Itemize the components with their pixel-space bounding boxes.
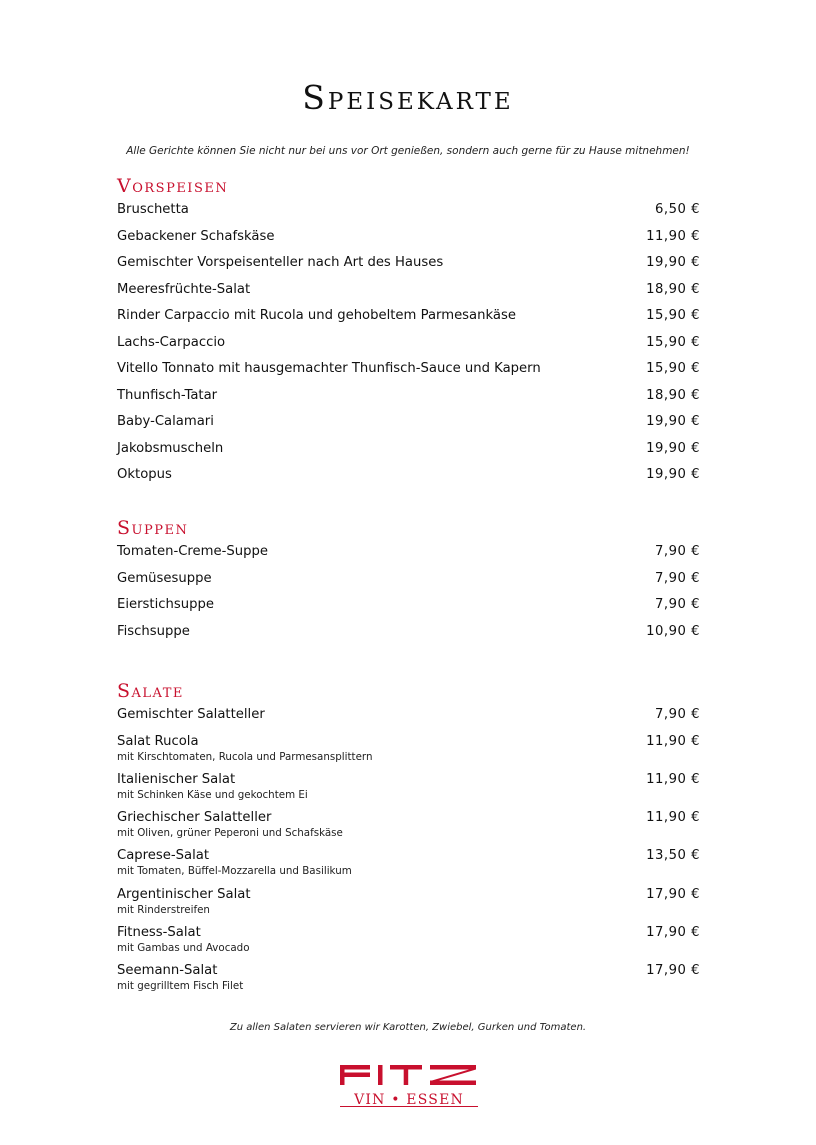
item-price: 11,90 € (646, 771, 700, 787)
item-price: 17,90 € (646, 924, 700, 940)
item-name-block (117, 772, 308, 801)
item-name: Bruschetta (117, 202, 189, 217)
item-name: Gemischter Salatteller (117, 707, 265, 722)
item-name: Oktopus (117, 467, 172, 482)
logo-wordmark (340, 1065, 476, 1085)
item-price: 15,90 € (646, 361, 700, 376)
menu-item (117, 810, 700, 848)
item-name: Meeresfrüchte-Salat (117, 281, 251, 297)
item-name: Gemüsesuppe (117, 570, 212, 586)
item-name-block (117, 202, 189, 217)
item-name: Argentinischer Salat (117, 886, 251, 902)
menu-item (117, 963, 700, 1001)
salate-list (117, 707, 700, 1002)
item-price: 19,90 € (646, 467, 700, 482)
item-description: mit gegrilltem Fisch Filet (117, 980, 244, 993)
salad-footnote: Zu allen Salaten servieren wir Karotten, Zwiebel, Gurken und Tomaten. (229, 1022, 587, 1033)
item-price: 13,50 € (646, 848, 700, 864)
item-description: mit Rinderstreifen (117, 903, 210, 916)
item-price: 19,90 € (646, 414, 700, 429)
menu-item (117, 308, 700, 335)
menu-item (117, 734, 700, 772)
item-name: Salat Rucola (117, 733, 199, 749)
item-name: Griechischer Salatteller (117, 810, 272, 826)
item-name-block (117, 624, 190, 639)
item-name: Gemischter Vorspeisenteller nach Art des Hauses (117, 255, 444, 270)
item-name-block (117, 388, 217, 403)
menu-item (117, 597, 700, 624)
item-name-block (117, 707, 265, 722)
menu-item (117, 887, 700, 925)
item-name: Tomaten-Creme-Suppe (117, 544, 268, 559)
item-name-block (117, 229, 274, 244)
item-name-block (117, 414, 214, 429)
menu-item (117, 414, 700, 441)
menu-item (117, 772, 700, 810)
section-heading: Vorspeisen (117, 175, 229, 197)
section-heading: Suppen (117, 517, 189, 539)
item-name-block (117, 571, 212, 586)
item-price: 17,90 € (646, 963, 700, 979)
item-price: 11,90 € (646, 228, 700, 244)
menu-item (117, 202, 700, 229)
item-name: Jakobsmuscheln (117, 440, 224, 456)
menu-item (117, 388, 700, 415)
menu-item (117, 707, 700, 734)
item-name-block (117, 597, 214, 612)
menu-item (117, 925, 700, 963)
item-name: Fischsuppe (117, 623, 190, 639)
item-price: 15,90 € (646, 308, 700, 323)
section-suppen (117, 518, 700, 650)
item-name: Seemann-Salat (117, 963, 218, 979)
page-title: Speisekarte (302, 78, 514, 117)
vorspeisen-list (117, 202, 700, 494)
item-name: Baby-Calamari (117, 414, 214, 429)
item-description: mit Tomaten, Büffel-Mozzarella und Basilikum (117, 865, 352, 878)
item-name-block (117, 887, 251, 916)
section-vorspeisen (117, 176, 700, 494)
item-description: mit Oliven, grüner Peperoni und Schafskäse (117, 827, 343, 840)
item-name: Fitness-Salat (117, 924, 201, 940)
item-description: mit Kirschtomaten, Rucola und Parmesansplittern (117, 750, 373, 763)
menu-item (117, 571, 700, 598)
item-price: 7,90 € (655, 544, 700, 559)
item-price: 7,90 € (655, 707, 700, 722)
item-name-block (117, 963, 243, 992)
item-name-block (117, 255, 443, 270)
menu-item (117, 624, 700, 651)
logo-subline: VIN • ESSEN (354, 1092, 464, 1108)
item-name-block (117, 925, 250, 954)
menu-item (117, 544, 700, 571)
item-price: 19,90 € (646, 440, 700, 456)
item-name: Vitello Tonnato mit hausgemachter Thunfisch-Sauce und Kapern (117, 361, 541, 376)
item-name-block (117, 848, 352, 877)
item-name: Gebackener Schafskäse (117, 228, 275, 244)
menu-item (117, 467, 700, 494)
menu-item (117, 361, 700, 388)
item-name: Lachs-Carpaccio (117, 334, 226, 350)
item-name-block (117, 441, 223, 456)
menu-item (117, 229, 700, 256)
item-price: 19,90 € (646, 255, 700, 270)
item-name: Rinder Carpaccio mit Rucola und gehobeltem Parmesankäse (117, 308, 516, 323)
item-price: 7,90 € (655, 570, 700, 586)
item-name-block (117, 335, 225, 350)
item-name: Thunfisch-Tatar (117, 387, 218, 403)
suppen-list (117, 544, 700, 650)
section-heading: Salate (117, 680, 184, 702)
item-name-block (117, 734, 373, 763)
intro-text: Alle Gerichte können Sie nicht nur bei uns vor Ort genießen, sondern auch gerne für zu Hause mitnehmen! (126, 145, 690, 157)
menu-item (117, 255, 700, 282)
menu-item (117, 282, 700, 309)
item-name: Caprese-Salat (117, 848, 210, 864)
item-price: 18,90 € (646, 387, 700, 403)
item-name: Eierstichsuppe (117, 597, 214, 612)
item-name-block (117, 544, 268, 559)
menu-item (117, 441, 700, 468)
item-price: 17,90 € (646, 886, 700, 902)
item-description: mit Schinken Käse und gekochtem Ei (117, 788, 308, 801)
item-name-block (117, 810, 343, 839)
item-name-block (117, 282, 250, 297)
item-name: Italienischer Salat (117, 771, 236, 787)
item-price: 10,90 € (646, 623, 700, 639)
item-name-block (117, 361, 541, 376)
item-price: 15,90 € (646, 334, 700, 350)
item-name-block (117, 308, 516, 323)
section-salate (117, 681, 700, 1002)
item-name-block (117, 467, 172, 482)
item-price: 7,90 € (655, 597, 700, 612)
item-price: 6,50 € (655, 202, 700, 217)
item-price: 18,90 € (646, 281, 700, 297)
item-price: 11,90 € (646, 810, 700, 826)
menu-item (117, 335, 700, 362)
item-description: mit Gambas und Avocado (117, 941, 250, 954)
item-price: 11,90 € (646, 733, 700, 749)
fitz-logo (338, 1063, 480, 1109)
menu-item (117, 848, 700, 886)
